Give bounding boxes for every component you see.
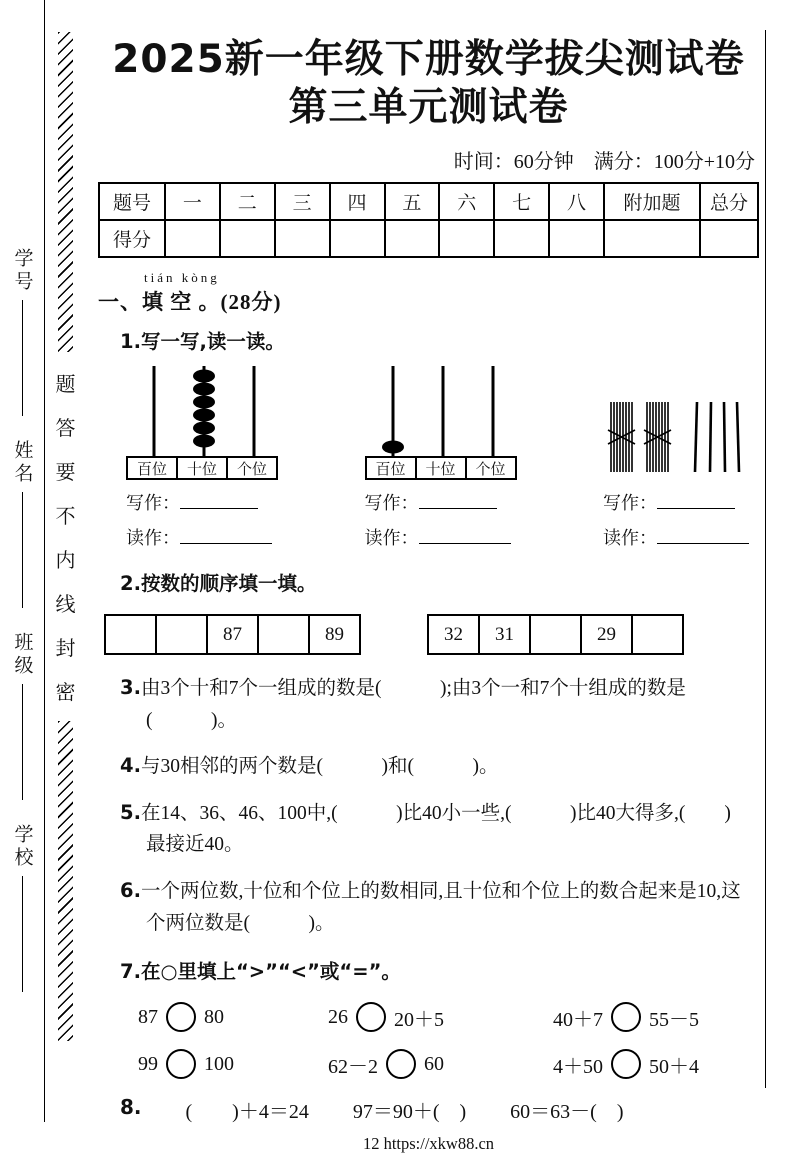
seq-cell[interactable] bbox=[631, 614, 684, 655]
left-value: 4＋50 bbox=[553, 1055, 603, 1078]
hatch-top-icon bbox=[58, 32, 73, 352]
score-col-8: 八 bbox=[549, 183, 604, 220]
seq-cell: 89 bbox=[308, 614, 361, 655]
score-cell[interactable] bbox=[439, 220, 494, 257]
abacus-icon bbox=[365, 364, 521, 456]
seal-char: 内 bbox=[55, 550, 76, 572]
field-student-number bbox=[9, 248, 36, 416]
write-label: 写作： bbox=[126, 493, 180, 514]
place-hundreds: 百位 bbox=[126, 456, 178, 480]
score-cell[interactable] bbox=[220, 220, 275, 257]
right-value: 20＋5 bbox=[394, 1008, 444, 1031]
score-col-3: 三 bbox=[275, 183, 330, 220]
field-school bbox=[9, 824, 36, 992]
seal-char: 封 bbox=[55, 638, 76, 660]
score-cell[interactable] bbox=[385, 220, 440, 257]
field-label: 班级 bbox=[11, 632, 33, 678]
score-col-7: 七 bbox=[494, 183, 549, 220]
seal-char: 要 bbox=[55, 462, 76, 484]
time-score-info: 时间：60分钟 满分：100分+10分 bbox=[453, 151, 755, 174]
seq-cell: 87 bbox=[206, 614, 259, 655]
score-col-2: 二 bbox=[220, 183, 275, 220]
question-number: 5. bbox=[120, 800, 141, 824]
field-write-line[interactable] bbox=[22, 684, 23, 800]
place-hundreds: 百位 bbox=[365, 456, 417, 480]
seq-cell: 29 bbox=[580, 614, 633, 655]
field-class bbox=[9, 632, 36, 800]
score-header-row bbox=[99, 183, 758, 220]
question-4 bbox=[120, 750, 749, 783]
read-label: 读作： bbox=[126, 528, 180, 549]
comparison-item bbox=[138, 1002, 328, 1032]
score-table bbox=[98, 182, 759, 258]
hatch-bottom-icon bbox=[58, 721, 73, 1041]
abacus-figure-1 bbox=[126, 364, 282, 550]
answer-blank[interactable] bbox=[419, 530, 511, 544]
question-5 bbox=[120, 797, 749, 861]
comparison-circle[interactable] bbox=[611, 1049, 641, 1079]
comparison-circle[interactable] bbox=[356, 1002, 386, 1032]
score-value-row bbox=[99, 220, 758, 257]
counting-sticks-icon bbox=[603, 396, 753, 480]
seq-cell: 31 bbox=[478, 614, 531, 655]
answer-blank[interactable] bbox=[657, 530, 749, 544]
question-1-figures bbox=[126, 364, 753, 550]
seq-cell[interactable] bbox=[529, 614, 582, 655]
right-value: 60 bbox=[424, 1052, 444, 1075]
question-3 bbox=[120, 672, 749, 736]
question-text: 与30相邻的两个数是( )和( )。 bbox=[140, 756, 499, 778]
page-footer: 12 https://xkw88.cn bbox=[362, 1134, 495, 1154]
left-value: 40＋7 bbox=[553, 1008, 603, 1031]
comparison-circle[interactable] bbox=[166, 1002, 196, 1032]
paper-title bbox=[98, 36, 759, 131]
write-row bbox=[126, 489, 282, 515]
field-write-line[interactable] bbox=[22, 492, 23, 608]
read-row bbox=[603, 524, 753, 550]
seq-cell[interactable] bbox=[155, 614, 208, 655]
seal-char: 答 bbox=[55, 418, 76, 440]
question-text: 一个两位数,十位和个位上的数相同,且十位和个位上的数合起来是10,这个两位数是( )。 bbox=[140, 881, 741, 934]
seal-text bbox=[56, 368, 76, 705]
sequence-table-b bbox=[427, 614, 684, 655]
seal-char: 不 bbox=[55, 506, 76, 528]
title-line-1: 2025新一年级下册数学拔尖测试卷 bbox=[112, 37, 745, 82]
field-write-line[interactable] bbox=[22, 876, 23, 992]
question-7-items bbox=[138, 1002, 759, 1079]
score-cell[interactable] bbox=[494, 220, 549, 257]
section-1-header bbox=[98, 270, 759, 316]
abacus-figure-2 bbox=[365, 364, 521, 550]
field-label: 学号 bbox=[11, 248, 33, 294]
place-ones: 个位 bbox=[226, 456, 278, 480]
question-number: 6. bbox=[120, 879, 141, 903]
score-cell[interactable] bbox=[330, 220, 385, 257]
score-col-5: 五 bbox=[385, 183, 440, 220]
score-col-extra: 附加题 bbox=[604, 183, 700, 220]
comparison-circle[interactable] bbox=[386, 1049, 416, 1079]
right-value: 55－5 bbox=[649, 1008, 699, 1031]
right-value: 80 bbox=[204, 1005, 224, 1028]
question-1-label: 1.写一写,读一读。 bbox=[120, 330, 285, 354]
comparison-item bbox=[328, 1049, 553, 1079]
write-label: 写作： bbox=[603, 493, 657, 514]
question-number: 3. bbox=[120, 676, 141, 700]
score-cell[interactable] bbox=[275, 220, 330, 257]
score-col-1: 一 bbox=[165, 183, 220, 220]
question-8 bbox=[120, 1095, 759, 1124]
score-cell[interactable] bbox=[549, 220, 604, 257]
comparison-item bbox=[138, 1049, 328, 1079]
score-row-label: 得分 bbox=[99, 220, 165, 257]
score-col-4: 四 bbox=[330, 183, 385, 220]
sequence-table-a bbox=[104, 614, 361, 655]
write-label: 写作： bbox=[364, 493, 419, 514]
comparison-circle[interactable] bbox=[611, 1002, 641, 1032]
score-col-total: 总分 bbox=[700, 183, 758, 220]
place-value-labels bbox=[126, 456, 282, 480]
read-row bbox=[365, 524, 521, 550]
seq-cell[interactable] bbox=[257, 614, 310, 655]
title-line-2: 第三单元测试卷 bbox=[288, 84, 569, 130]
place-tens: 十位 bbox=[415, 456, 467, 480]
section-1-title: 一、填 空 。(28分) bbox=[98, 290, 282, 315]
answer-blank[interactable] bbox=[419, 495, 497, 509]
score-cell[interactable] bbox=[700, 220, 758, 257]
answer-blank[interactable] bbox=[180, 495, 258, 509]
question-6 bbox=[120, 875, 749, 939]
seal-char: 题 bbox=[55, 374, 76, 396]
left-value: 87 bbox=[138, 1005, 158, 1028]
field-label: 姓名 bbox=[11, 440, 33, 486]
field-name bbox=[9, 440, 36, 608]
place-ones: 个位 bbox=[465, 456, 517, 480]
paper-content bbox=[86, 0, 793, 1154]
seal-margin bbox=[0, 0, 86, 1122]
score-cell[interactable] bbox=[165, 220, 220, 257]
question-7-label: 7.在○里填上“>”“<”或“=”。 bbox=[120, 960, 401, 984]
field-label: 学校 bbox=[11, 824, 33, 870]
answer-blank[interactable] bbox=[180, 530, 272, 544]
right-value: 50＋4 bbox=[649, 1055, 699, 1078]
equation-item: 97＝90＋( ) bbox=[352, 1101, 467, 1124]
comparison-item bbox=[328, 1002, 553, 1032]
question-2-tables bbox=[104, 614, 759, 655]
question-text: 由3个十和7个一组成的数是( );由3个一和7个十组成的数是( )。 bbox=[140, 678, 686, 731]
field-write-line[interactable] bbox=[22, 300, 23, 416]
score-col-6: 六 bbox=[439, 183, 494, 220]
answer-blank[interactable] bbox=[657, 495, 735, 509]
equation-item: 60＝63－( ) bbox=[510, 1101, 624, 1124]
read-row bbox=[126, 524, 282, 550]
question-text: 在14、36、46、100中,( )比40小一些,( )比40大得多,( )最接近40。 bbox=[140, 802, 731, 856]
comparison-item bbox=[553, 1002, 759, 1032]
question-number: 4. bbox=[120, 754, 141, 778]
seal-line-column bbox=[44, 0, 86, 1122]
seal-fields bbox=[0, 0, 44, 1122]
abacus-icon bbox=[126, 364, 282, 456]
question-2-label: 2.按数的顺序填一填。 bbox=[120, 572, 317, 596]
write-row bbox=[603, 489, 753, 515]
place-tens: 十位 bbox=[176, 456, 228, 480]
place-value-labels bbox=[365, 456, 521, 480]
sticks-figure bbox=[603, 364, 753, 550]
equation-item: ( )＋4＝24 bbox=[185, 1101, 309, 1124]
left-value: 99 bbox=[138, 1052, 158, 1075]
left-value: 26 bbox=[328, 1005, 348, 1028]
seal-char: 线 bbox=[55, 594, 76, 616]
read-label: 读作： bbox=[364, 528, 419, 549]
read-label: 读作： bbox=[603, 528, 657, 549]
comparison-circle[interactable] bbox=[166, 1049, 196, 1079]
seq-cell[interactable] bbox=[104, 614, 157, 655]
seal-char: 密 bbox=[55, 682, 76, 704]
pinyin-annotation: tián kòng bbox=[144, 270, 220, 286]
score-col-label: 题号 bbox=[99, 183, 165, 220]
left-value: 62－2 bbox=[328, 1055, 378, 1078]
question-number: 8. bbox=[120, 1095, 142, 1120]
right-value: 100 bbox=[204, 1052, 234, 1075]
seq-cell: 32 bbox=[427, 614, 480, 655]
write-row bbox=[365, 489, 521, 515]
comparison-item bbox=[553, 1049, 759, 1079]
score-cell[interactable] bbox=[604, 220, 700, 257]
